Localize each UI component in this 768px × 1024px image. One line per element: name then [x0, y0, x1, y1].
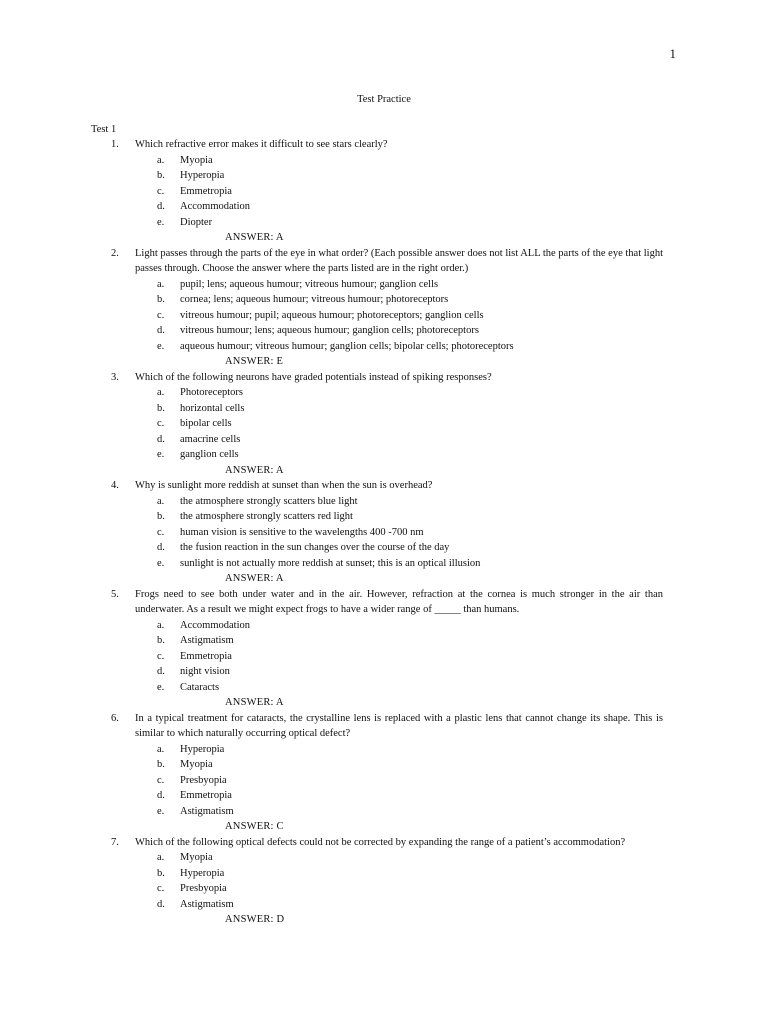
- answer-option: [0, 292, 768, 308]
- option-text: Hyperopia: [180, 170, 225, 181]
- answer-option: [0, 618, 768, 634]
- answer-option: [0, 540, 768, 556]
- option-text: Hyperopia: [180, 743, 225, 755]
- question-number: 1.: [111, 139, 119, 150]
- answer-option: [0, 897, 768, 913]
- answer-option: [0, 509, 768, 525]
- option-letter: a.: [157, 154, 165, 166]
- answer-option: [0, 199, 768, 215]
- option-letter: d.: [157, 898, 165, 910]
- answer-key: ANSWER: A: [225, 697, 284, 708]
- question-item: [0, 246, 768, 370]
- option-text: Astigmatism: [180, 805, 234, 817]
- answer-option: [0, 401, 768, 417]
- option-text: vitreous humour; pupil; aqueous humour; photoreceptors; ganglion cells: [180, 309, 484, 321]
- option-letter: c.: [157, 883, 165, 894]
- option-text: Accommodation: [180, 619, 250, 631]
- answer-option: [0, 556, 768, 572]
- option-letter: a.: [157, 743, 165, 755]
- option-letter: e.: [157, 681, 165, 693]
- question-item: [0, 835, 768, 928]
- option-text: cornea; lens; aqueous humour; vitreous humour; photoreceptors: [180, 294, 449, 305]
- answer-option: [0, 168, 768, 184]
- answer-options: [0, 618, 768, 696]
- option-text: Hyperopia: [180, 867, 225, 879]
- option-letter: d.: [157, 325, 165, 336]
- answer-options: [0, 850, 768, 912]
- option-letter: d.: [157, 666, 165, 677]
- option-text: Astigmatism: [180, 635, 234, 646]
- question-stem: [0, 246, 768, 277]
- question-item: [0, 478, 768, 587]
- test-label: Test 1: [91, 124, 117, 135]
- question-stem: [0, 835, 768, 851]
- question-text: Which of the following optical defects could not be corrected by expanding the range of a patient’s accommodation?: [135, 836, 626, 848]
- answer-option: [0, 649, 768, 665]
- option-text: vitreous humour; lens; aqueous humour; ganglion cells; photoreceptors: [180, 325, 479, 336]
- question-text: In a typical treatment for cataracts, the crystalline lens is replaced with a plastic lens that cannot change its shape. This is similar to which naturally occurring optical defect?: [135, 712, 663, 739]
- answer-option: [0, 742, 768, 758]
- option-text: Emmetropia: [180, 185, 232, 197]
- question-number: 3.: [111, 371, 119, 383]
- option-text: the atmosphere strongly scatters blue light: [180, 495, 358, 507]
- option-letter: c.: [157, 309, 165, 321]
- option-text: the fusion reaction in the sun changes over the course of the day: [180, 542, 450, 553]
- option-text: night vision: [180, 666, 230, 677]
- answer-option: [0, 633, 768, 649]
- option-text: ganglion cells: [180, 449, 239, 460]
- document-title: Test Practice: [357, 94, 411, 105]
- option-letter: e.: [157, 340, 165, 352]
- option-text: human vision is sensitive to the wavelengths 400 -700 nm: [180, 526, 424, 538]
- option-text: Myopia: [180, 759, 213, 770]
- option-text: Astigmatism: [180, 898, 234, 910]
- option-letter: b.: [157, 511, 165, 522]
- answer-option: [0, 323, 768, 339]
- option-text: pupil; lens; aqueous humour; vitreous humour; ganglion cells: [180, 278, 439, 290]
- answer-option: [0, 680, 768, 696]
- option-letter: b.: [157, 635, 165, 646]
- option-letter: d.: [157, 790, 165, 801]
- answer-options: [0, 494, 768, 572]
- answer-option: [0, 788, 768, 804]
- answer-option: [0, 339, 768, 355]
- answer-key: ANSWER: A: [225, 464, 284, 476]
- option-letter: a.: [157, 852, 165, 863]
- answer-key: ANSWER: A: [225, 573, 284, 584]
- question-item: [0, 711, 768, 835]
- question-list: [0, 137, 768, 928]
- question-item: [0, 370, 768, 479]
- option-letter: b.: [157, 402, 165, 414]
- question-number: 7.: [111, 836, 119, 848]
- question-number: 4.: [111, 480, 119, 491]
- answer-options: [0, 153, 768, 231]
- question-number: 5.: [111, 588, 119, 600]
- option-text: aqueous humour; vitreous humour; ganglion cells; bipolar cells; photoreceptors: [180, 340, 514, 352]
- question-stem: [0, 478, 768, 494]
- question-number: 6.: [111, 712, 119, 724]
- answer-option: [0, 664, 768, 680]
- option-text: sunlight is not actually more reddish at sunset; this is an optical illusion: [180, 557, 481, 569]
- option-letter: c.: [157, 774, 165, 786]
- answer-option: [0, 215, 768, 231]
- answer-option: [0, 184, 768, 200]
- option-text: Accommodation: [180, 201, 250, 212]
- answer-options: [0, 742, 768, 820]
- question-number: 2.: [111, 247, 119, 259]
- option-letter: b.: [157, 867, 165, 879]
- question-text: Frogs need to see both under water and in the air. However, refraction at the cornea is much stronger in the air than underwater. As a result we might expect frogs to have a wider range of _____ than humans.: [135, 588, 663, 615]
- option-text: Presbyopia: [180, 774, 227, 786]
- answer-option: [0, 757, 768, 773]
- answer-option: [0, 850, 768, 866]
- question-item: [0, 137, 768, 246]
- option-letter: e.: [157, 557, 165, 569]
- option-letter: d.: [157, 201, 165, 212]
- answer-option: [0, 447, 768, 463]
- option-text: Cataracts: [180, 681, 220, 693]
- answer-option: [0, 308, 768, 324]
- option-letter: a.: [157, 619, 165, 631]
- option-letter: a.: [157, 387, 165, 398]
- page-number: 1: [669, 46, 676, 61]
- option-letter: e.: [157, 216, 165, 228]
- question-stem: [0, 711, 768, 742]
- answer-key: ANSWER: D: [225, 914, 285, 925]
- answer-option: [0, 153, 768, 169]
- answer-options: [0, 277, 768, 355]
- question-stem: [0, 587, 768, 618]
- answer-key: ANSWER: A: [225, 232, 284, 243]
- option-text: Myopia: [180, 154, 213, 166]
- answer-option: [0, 494, 768, 510]
- option-letter: b.: [157, 294, 165, 305]
- option-text: horizontal cells: [180, 402, 245, 414]
- option-letter: e.: [157, 449, 165, 460]
- option-text: Emmetropia: [180, 650, 232, 662]
- option-letter: b.: [157, 170, 165, 181]
- question-text: Which refractive error makes it difficult to see stars clearly?: [135, 139, 388, 150]
- answer-option: [0, 432, 768, 448]
- answer-key: ANSWER: E: [225, 356, 284, 367]
- option-letter: c.: [157, 185, 165, 197]
- answer-option: [0, 881, 768, 897]
- answer-option: [0, 277, 768, 293]
- question-text: Which of the following neurons have graded potentials instead of spiking responses?: [135, 371, 492, 383]
- option-letter: e.: [157, 805, 165, 817]
- answer-option: [0, 866, 768, 882]
- option-text: bipolar cells: [180, 418, 232, 429]
- answer-option: [0, 773, 768, 789]
- option-text: Diopter: [180, 216, 213, 228]
- option-letter: c.: [157, 526, 165, 538]
- question-text: Why is sunlight more reddish at sunset than when the sun is overhead?: [135, 480, 433, 491]
- answer-option: [0, 804, 768, 820]
- question-stem: [0, 370, 768, 386]
- option-letter: c.: [157, 650, 165, 662]
- option-letter: a.: [157, 495, 165, 507]
- option-letter: c.: [157, 418, 165, 429]
- option-text: amacrine cells: [180, 433, 241, 445]
- option-text: Presbyopia: [180, 883, 227, 894]
- option-text: Emmetropia: [180, 790, 232, 801]
- option-text: Myopia: [180, 852, 213, 863]
- question-item: [0, 587, 768, 711]
- answer-option: [0, 385, 768, 401]
- option-text: the atmosphere strongly scatters red light: [180, 511, 353, 522]
- question-stem: [0, 137, 768, 153]
- option-letter: d.: [157, 433, 165, 445]
- answer-options: [0, 385, 768, 463]
- answer-option: [0, 525, 768, 541]
- option-text: Photoreceptors: [180, 387, 243, 398]
- option-letter: b.: [157, 759, 165, 770]
- answer-option: [0, 416, 768, 432]
- question-text: Light passes through the parts of the eye in what order? (Each possible answer does not list ALL the parts of the eye that light passes through. Choose the answer where the parts listed are in the right order.): [135, 247, 663, 274]
- answer-key: ANSWER: C: [225, 821, 284, 832]
- option-letter: d.: [157, 542, 165, 553]
- option-letter: a.: [157, 278, 165, 290]
